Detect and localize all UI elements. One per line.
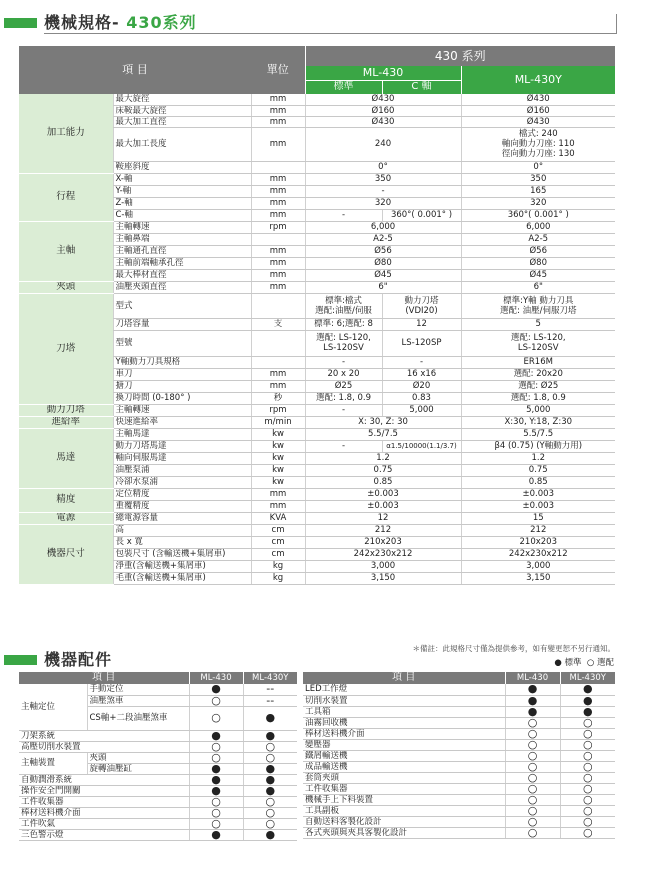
spec-value-ml430: 212 xyxy=(305,524,461,536)
spec-item: 主軸前端軸承孔徑 xyxy=(113,257,251,269)
spec-unit: kw xyxy=(251,464,305,476)
header-rule xyxy=(44,33,617,34)
spec-value-ml430: 5.5/7.5 xyxy=(305,428,461,440)
spec-value-ml430y: 5.5/7.5 xyxy=(461,428,615,440)
acc-item: 油霧回收機 xyxy=(303,717,505,728)
acc-mark-ml430: ○ xyxy=(189,807,243,818)
ml430y-header: ML-430Y xyxy=(461,66,615,94)
standard-header: 標準 xyxy=(305,80,382,94)
spec-value-c-axis: 0.83 xyxy=(382,392,461,404)
spec-item: C-軸 xyxy=(113,209,251,221)
accessories-table-left xyxy=(19,672,297,841)
acc-item: 工具副板 xyxy=(303,805,505,816)
acc-mark-ml430: ○ xyxy=(505,794,560,805)
spec-value-standard: - xyxy=(305,440,382,452)
acc-item: 工具箱 xyxy=(303,706,505,717)
spec-value-ml430y: 210x203 xyxy=(461,536,615,548)
spec-item: 毛重(含輸送機+集屑車) xyxy=(113,572,251,584)
unit-header: 單位 xyxy=(251,46,305,94)
spec-unit: kw xyxy=(251,440,305,452)
spec-value-ml430: 0.85 xyxy=(305,476,461,488)
acc-item: 切削水裝置 xyxy=(303,695,505,706)
spec-unit: mm xyxy=(251,105,305,116)
spec-item: 主軸轉速 xyxy=(113,404,251,416)
spec-value-ml430y: A2-5 xyxy=(461,233,615,245)
value-line: 選配: 油壓/伺服刀塔 xyxy=(500,305,577,316)
acc-item: 套筒夾頭 xyxy=(303,772,505,783)
category-spindle: 主軸 xyxy=(19,221,113,281)
acc-mark-ml430y: ○ xyxy=(560,761,615,772)
spec-value-ml430y: 350 xyxy=(461,173,615,185)
acc-mark-ml430: ● xyxy=(505,684,560,695)
spec-value-ml430y: 1.2 xyxy=(461,452,615,464)
acc-item: 工件收集器 xyxy=(303,783,505,794)
acc-ml430y-header: ML-430Y xyxy=(560,672,615,684)
spec-item: 最大棒材直徑 xyxy=(113,269,251,281)
acc-mark-ml430: ○ xyxy=(505,816,560,827)
category-travel: 行程 xyxy=(19,173,113,221)
spec-value-ml430y xyxy=(461,293,615,318)
spec-unit: kw xyxy=(251,452,305,464)
spec-value-c-axis: - xyxy=(382,356,461,368)
spec-value-ml430: Ø56 xyxy=(305,245,461,257)
spec-unit: kg xyxy=(251,560,305,572)
acc-mark-ml430y: ● xyxy=(560,695,615,706)
acc-item: 手動定位 xyxy=(87,684,189,695)
category-precision: 精度 xyxy=(19,488,113,512)
optional-label: 選配 xyxy=(596,658,614,668)
acc-mark-ml430: ● xyxy=(189,730,243,741)
spec-unit: cm xyxy=(251,536,305,548)
spec-value-ml430: 0.75 xyxy=(305,464,461,476)
acc-mark-ml430y: ● xyxy=(560,684,615,695)
spec-value-ml430y: 0.85 xyxy=(461,476,615,488)
spec-item: 型式 xyxy=(113,293,251,318)
acc-item: 旋轉油壓缸 xyxy=(87,763,189,774)
item-header: 項 目 xyxy=(19,46,251,94)
acc-mark-ml430y: ○ xyxy=(243,796,297,807)
acc-mark-ml430y: ○ xyxy=(560,827,615,838)
value-line: 軸向動力刀座: 110 xyxy=(501,139,575,149)
spec-item: 油壓夾頭直徑 xyxy=(113,281,251,293)
value-line: 選配: LS-120, xyxy=(510,333,566,343)
value-line: LS-120SV xyxy=(323,343,364,353)
category-live-turret: 動力刀塔 xyxy=(19,404,113,416)
spec-value-ml430y: ±0.003 xyxy=(461,488,615,500)
spec-item: 動力刀塔馬達 xyxy=(113,440,251,452)
category-turret: 刀塔 xyxy=(19,293,113,404)
spec-unit: mm xyxy=(251,127,305,161)
spec-item: 鞍座斜度 xyxy=(113,161,251,173)
spec-value-ml430y: ER16M xyxy=(461,356,615,368)
spec-value-ml430: Ø430 xyxy=(305,94,461,105)
spec-value-ml430y: 選配: Ø25 xyxy=(461,380,615,392)
acc-mark-ml430: ● xyxy=(189,785,243,796)
acc-mark-ml430: ○ xyxy=(505,750,560,761)
acc-mark-ml430: ○ xyxy=(505,827,560,838)
acc-item: 鐵屑輸送機 xyxy=(303,750,505,761)
spec-unit xyxy=(251,161,305,173)
acc-item: 自動送料客製化設計 xyxy=(303,816,505,827)
spec-value-ml430: 6" xyxy=(305,281,461,293)
acc-mark-ml430y: ● xyxy=(243,829,297,840)
spec-value-c-axis: LS-120SP xyxy=(382,330,461,356)
spec-unit: m/min xyxy=(251,416,305,428)
spec-item: 主軸馬達 xyxy=(113,428,251,440)
spec-item: 最大加工長度 xyxy=(113,127,251,161)
spec-value-ml430y: 3,150 xyxy=(461,572,615,584)
acc-mark-ml430y: ○ xyxy=(243,752,297,763)
spec-unit: mm xyxy=(251,257,305,269)
spec-value-ml430y xyxy=(461,330,615,356)
spec-unit: mm xyxy=(251,500,305,512)
spec-value-ml430: X: 30, Z: 30 xyxy=(305,416,461,428)
spec-unit: kw xyxy=(251,476,305,488)
spec-value-ml430y: Ø45 xyxy=(461,269,615,281)
spec-value-ml430y: 5 xyxy=(461,318,615,330)
acc-item: 工件吹氣 xyxy=(19,818,189,829)
acc-ml430y-header: ML-430Y xyxy=(243,672,297,684)
spec-value-c-axis: 16 x16 xyxy=(382,368,461,380)
spec-value-ml430y: 165 xyxy=(461,185,615,197)
value-line: 標準:Y軸 動力刀具 xyxy=(503,295,574,306)
spec-value-ml430: Ø80 xyxy=(305,257,461,269)
optional-mark-icon: ○ xyxy=(586,658,595,668)
spec-value-c-axis: α1.5/10000(1.1/3.7) xyxy=(382,440,461,452)
value-line: 選配: LS-120, xyxy=(316,333,371,343)
spec-unit: cm xyxy=(251,524,305,536)
spec-item: 冷卻水泵浦 xyxy=(113,476,251,488)
acc-mark-ml430: ○ xyxy=(505,717,560,728)
acc-mark-ml430: ○ xyxy=(189,706,243,730)
spec-value-standard: 標準: 6;選配: 8 xyxy=(305,318,382,330)
spec-item: 換刀時間 (0-180° ) xyxy=(113,392,251,404)
spec-value-ml430y: 0.75 xyxy=(461,464,615,476)
c-axis-header: C 軸 xyxy=(382,80,461,94)
value-line: (VDI20) xyxy=(405,305,438,316)
spec-value-standard xyxy=(305,293,382,318)
spec-value-ml430: - xyxy=(305,185,461,197)
spec-value-ml430: 210x203 xyxy=(305,536,461,548)
spec-value-ml430y: 15 xyxy=(461,512,615,524)
acc-mark-ml430y: ○ xyxy=(560,772,615,783)
acc-group-spindle-position: 主軸定位 xyxy=(19,684,87,730)
spec-item: 定位精度 xyxy=(113,488,251,500)
spec-section-header xyxy=(0,8,648,34)
spec-item: 主軸轉速 xyxy=(113,221,251,233)
spec-unit: mm xyxy=(251,488,305,500)
acc-mark-ml430: ○ xyxy=(189,752,243,763)
spec-value-ml430: 240 xyxy=(305,127,461,161)
page-title xyxy=(44,10,197,33)
spec-value-ml430y: 3,000 xyxy=(461,560,615,572)
spec-value-ml430y: 212 xyxy=(461,524,615,536)
acc-mark-ml430y: ○ xyxy=(560,794,615,805)
spec-unit: mm xyxy=(251,173,305,185)
acc-item: 自動潤滑系統 xyxy=(19,774,189,785)
spec-item: 最大加工直徑 xyxy=(113,116,251,127)
acc-mark-ml430: ○ xyxy=(189,695,243,706)
spec-item: 刀塔容量 xyxy=(113,318,251,330)
spec-value-ml430: 3,000 xyxy=(305,560,461,572)
spec-value-ml430y: 0° xyxy=(461,161,615,173)
spec-value-c-axis: 12 xyxy=(382,318,461,330)
acc-mark-ml430: ○ xyxy=(189,796,243,807)
spec-item: 床鞍最大旋徑 xyxy=(113,105,251,116)
spec-item: 搪刀 xyxy=(113,380,251,392)
acc-item: 操作安全門開關 xyxy=(19,785,189,796)
spec-value-ml430y: Ø80 xyxy=(461,257,615,269)
spec-value-ml430y: X:30, Y:18, Z:30 xyxy=(461,416,615,428)
spec-value-ml430y: Ø160 xyxy=(461,105,615,116)
title-main: 機械規格- xyxy=(44,13,120,32)
spec-value-ml430: ±0.003 xyxy=(305,488,461,500)
acc-group-spindle-device: 主軸裝置 xyxy=(19,752,87,774)
spec-unit: kg xyxy=(251,572,305,584)
acc-mark-ml430: ● xyxy=(189,684,243,695)
acc-ml430-header: ML-430 xyxy=(505,672,560,684)
spec-value-c-axis: Ø20 xyxy=(382,380,461,392)
acc-mark-ml430y: ● xyxy=(243,730,297,741)
value-line: 選配:油壓/伺服 xyxy=(315,305,372,316)
spec-value-ml430y: β4 (0.75) (Y軸動力用) xyxy=(461,440,615,452)
value-line: LS-120SV xyxy=(517,343,559,353)
spec-item: Y-軸 xyxy=(113,185,251,197)
spec-value-standard: - xyxy=(305,356,382,368)
acc-mark-ml430y: ○ xyxy=(560,750,615,761)
acc-mark-ml430: ○ xyxy=(505,739,560,750)
spec-unit: cm xyxy=(251,548,305,560)
spec-value-ml430y: 242x230x212 xyxy=(461,548,615,560)
section-bar xyxy=(4,18,37,28)
acc-mark-ml430y: ○ xyxy=(243,807,297,818)
spec-value-ml430y: ±0.003 xyxy=(461,500,615,512)
spec-value-c-axis: 5,000 xyxy=(382,404,461,416)
spec-unit: 支 xyxy=(251,318,305,330)
spec-item: Z-軸 xyxy=(113,197,251,209)
title-series: 430系列 xyxy=(126,13,197,32)
spec-item: 主軸通孔直徑 xyxy=(113,245,251,257)
acc-mark-ml430y: ○ xyxy=(243,741,297,752)
spec-value-standard: - xyxy=(305,209,382,221)
acc-item: 棒材送料機介面 xyxy=(303,728,505,739)
spec-value-ml430y: Ø56 xyxy=(461,245,615,257)
acc-mark-ml430y: ● xyxy=(243,774,297,785)
spec-item: 包裝尺寸 (含輸送機+集屑車) xyxy=(113,548,251,560)
category-size: 機器尺寸 xyxy=(19,524,113,584)
acc-item: 三色警示燈 xyxy=(19,829,189,840)
standard-label: 標準 xyxy=(564,658,582,668)
acc-mark-ml430: ○ xyxy=(505,772,560,783)
spec-item: X-軸 xyxy=(113,173,251,185)
category-feed: 進給率 xyxy=(19,416,113,428)
section-bar xyxy=(4,655,37,665)
spec-note: ＊備註：此規格尺寸僅為提供參考，如有變更恕不另行通知。 xyxy=(412,644,615,653)
value-line: 檔式: 240 xyxy=(518,129,558,139)
acc-item: 機械手上下料裝置 xyxy=(303,794,505,805)
acc-mark-ml430y: ○ xyxy=(560,783,615,794)
accessories-title: 機器配件 xyxy=(44,650,113,669)
spec-unit xyxy=(251,233,305,245)
category-chuck: 夾頭 xyxy=(19,281,113,293)
spec-unit: mm xyxy=(251,269,305,281)
spec-item: 重覆精度 xyxy=(113,500,251,512)
acc-ml430-header: ML-430 xyxy=(189,672,243,684)
spec-value-ml430y: 5,000 xyxy=(461,404,615,416)
spec-value-ml430: Ø45 xyxy=(305,269,461,281)
spec-item: 長 x 寬 xyxy=(113,536,251,548)
spec-value-ml430: 1.2 xyxy=(305,452,461,464)
acc-item: 油壓煞車 xyxy=(87,695,189,706)
spec-value-ml430y: Ø430 xyxy=(461,94,615,105)
spec-value-ml430y: 320 xyxy=(461,197,615,209)
acc-mark-ml430: ● xyxy=(189,829,243,840)
acc-item: CS軸+二段油壓煞車 xyxy=(87,706,189,730)
spec-value-standard: 選配: 1.8, 0.9 xyxy=(305,392,382,404)
category-motor: 馬達 xyxy=(19,428,113,488)
acc-mark-ml430y: -- xyxy=(243,695,297,706)
acc-mark-ml430y: ● xyxy=(243,706,297,730)
standard-mark-icon: ● xyxy=(554,658,562,668)
spec-value-ml430: 350 xyxy=(305,173,461,185)
spec-unit: rpm xyxy=(251,221,305,233)
spec-unit: mm xyxy=(251,116,305,127)
spec-value-ml430: ±0.003 xyxy=(305,500,461,512)
category-power: 電源 xyxy=(19,512,113,524)
spec-item: 快速進給率 xyxy=(113,416,251,428)
acc-mark-ml430: ○ xyxy=(505,728,560,739)
spec-value-ml430y xyxy=(461,127,615,161)
acc-item: 高壓切削水裝置 xyxy=(19,741,189,752)
acc-mark-ml430: ○ xyxy=(505,805,560,816)
spec-value-standard: 20 x 20 xyxy=(305,368,382,380)
spec-value-ml430y: 選配: 1.8, 0.9 xyxy=(461,392,615,404)
spec-value-ml430y: Ø430 xyxy=(461,116,615,127)
spec-item: 油壓泵浦 xyxy=(113,464,251,476)
acc-mark-ml430y: -- xyxy=(243,684,297,695)
acc-item: 變壓器 xyxy=(303,739,505,750)
acc-item: 刀架系統 xyxy=(19,730,189,741)
acc-item-header: 項 目 xyxy=(303,672,505,684)
spec-unit: 秒 xyxy=(251,392,305,404)
category-capacity: 加工能力 xyxy=(19,94,113,173)
spec-unit xyxy=(251,330,305,356)
value-line: 動力刀塔 xyxy=(404,295,439,306)
acc-mark-ml430: ○ xyxy=(505,761,560,772)
spec-item: 淨重(含輸送機+集屑車) xyxy=(113,560,251,572)
acc-mark-ml430y: ○ xyxy=(560,816,615,827)
accessories-section-header xyxy=(0,645,648,671)
spec-value-c-axis: 360°( 0.001° ) xyxy=(382,209,461,221)
acc-mark-ml430y: ● xyxy=(560,706,615,717)
spec-value-ml430: Ø160 xyxy=(305,105,461,116)
header-rule-end xyxy=(616,14,617,34)
spec-unit: mm xyxy=(251,245,305,257)
spec-item: 最大旋徑 xyxy=(113,94,251,105)
acc-mark-ml430y: ● xyxy=(243,785,297,796)
spec-value-c-axis xyxy=(382,293,461,318)
acc-mark-ml430: ○ xyxy=(189,818,243,829)
acc-mark-ml430y: ○ xyxy=(243,818,297,829)
acc-item: 各式夾頭與夾具客製化設計 xyxy=(303,827,505,838)
spec-unit: kw xyxy=(251,428,305,440)
spec-item: 主軸鼻端 xyxy=(113,233,251,245)
spec-unit xyxy=(251,356,305,368)
spec-value-standard xyxy=(305,330,382,356)
acc-item-header: 項 目 xyxy=(19,672,189,684)
spec-item: 型號 xyxy=(113,330,251,356)
series-header: 430 系列 xyxy=(305,46,615,66)
spec-value-standard: Ø25 xyxy=(305,380,382,392)
acc-mark-ml430: ● xyxy=(505,706,560,717)
spec-unit: mm xyxy=(251,368,305,380)
acc-mark-ml430y: ○ xyxy=(560,805,615,816)
spec-value-ml430: 12 xyxy=(305,512,461,524)
acc-item: LED工作燈 xyxy=(303,684,505,695)
spec-item: 總電源容量 xyxy=(113,512,251,524)
acc-mark-ml430y: ○ xyxy=(560,728,615,739)
spec-unit: mm xyxy=(251,185,305,197)
spec-value-ml430: A2-5 xyxy=(305,233,461,245)
spec-unit: mm xyxy=(251,197,305,209)
ml430-header: ML-430 xyxy=(305,66,461,80)
spec-unit xyxy=(251,293,305,318)
acc-item: 夾頭 xyxy=(87,752,189,763)
spec-unit: mm xyxy=(251,209,305,221)
acc-mark-ml430: ● xyxy=(505,695,560,706)
acc-mark-ml430y: ● xyxy=(243,763,297,774)
spec-unit: rpm xyxy=(251,404,305,416)
spec-item: Y軸動力刀具規格 xyxy=(113,356,251,368)
acc-mark-ml430y: ○ xyxy=(560,739,615,750)
spec-table xyxy=(19,46,615,585)
spec-value-ml430y: 6,000 xyxy=(461,221,615,233)
legend xyxy=(554,656,614,668)
spec-unit: KVA xyxy=(251,512,305,524)
spec-unit: mm xyxy=(251,380,305,392)
spec-value-ml430: Ø430 xyxy=(305,116,461,127)
spec-unit: mm xyxy=(251,281,305,293)
spec-item: 高 xyxy=(113,524,251,536)
spec-value-ml430: 6,000 xyxy=(305,221,461,233)
spec-value-ml430y: 360°( 0.001° ) xyxy=(461,209,615,221)
accessories-table-right xyxy=(303,672,615,839)
spec-value-ml430y: 選配: 20x20 xyxy=(461,368,615,380)
spec-value-ml430: 242x230x212 xyxy=(305,548,461,560)
acc-mark-ml430: ● xyxy=(189,774,243,785)
spec-value-ml430: 320 xyxy=(305,197,461,209)
spec-item: 軸向伺服馬達 xyxy=(113,452,251,464)
spec-item: 車刀 xyxy=(113,368,251,380)
acc-item: 工件收集器 xyxy=(19,796,189,807)
acc-mark-ml430: ○ xyxy=(189,741,243,752)
spec-value-standard: - xyxy=(305,404,382,416)
value-line: 標準:檔式 xyxy=(325,295,362,306)
spec-value-ml430: 3,150 xyxy=(305,572,461,584)
acc-mark-ml430: ○ xyxy=(505,783,560,794)
acc-mark-ml430: ● xyxy=(189,763,243,774)
acc-mark-ml430y: ○ xyxy=(560,717,615,728)
spec-value-ml430y: 6" xyxy=(461,281,615,293)
value-line: 徑向動力刀座: 130 xyxy=(501,149,575,159)
acc-item: 棒材送料機介面 xyxy=(19,807,189,818)
acc-item: 成品輸送機 xyxy=(303,761,505,772)
spec-unit: mm xyxy=(251,94,305,105)
spec-value-ml430: 0° xyxy=(305,161,461,173)
